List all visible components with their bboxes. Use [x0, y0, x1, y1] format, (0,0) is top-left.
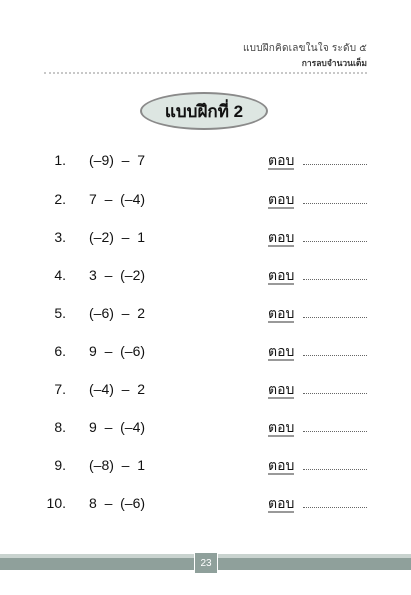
answer-label: ตอบ: [268, 343, 295, 359]
problem-number: 4.: [54, 267, 66, 283]
problem-number: 8.: [54, 419, 66, 435]
answer-label: ตอบ: [268, 305, 295, 321]
answer-label: ตอบ: [268, 457, 295, 473]
exercise-title-text: แบบฝึกที่ 2: [164, 101, 244, 121]
problem-expression: 9 – (–6): [89, 343, 146, 359]
problem-expression: (–2) – 1: [89, 229, 146, 245]
answer-label: ตอบ: [268, 381, 295, 397]
answer-label: ตอบ: [268, 495, 295, 511]
problem-expression: 7 – (–4): [89, 191, 146, 207]
answer-blank[interactable]: [303, 203, 367, 204]
problem-number: 2.: [54, 191, 66, 207]
problem-row: [0, 152, 411, 172]
problem-number: 10.: [46, 495, 66, 511]
answer-label: ตอบ: [268, 419, 295, 435]
problem-number: 9.: [54, 457, 66, 473]
answer-blank[interactable]: [303, 317, 367, 318]
problem-row: [0, 495, 411, 515]
problem-row: [0, 381, 411, 401]
problem-row: [0, 457, 411, 477]
answer-blank[interactable]: [303, 241, 367, 242]
problem-expression: (–8) – 1: [89, 457, 146, 473]
problem-number: 6.: [54, 343, 66, 359]
problem-number: 3.: [54, 229, 66, 245]
answer-blank[interactable]: [303, 355, 367, 356]
problem-number: 1.: [54, 152, 66, 168]
problem-row: [0, 229, 411, 249]
problem-expression: 3 – (–2): [89, 267, 146, 283]
answer-blank[interactable]: [303, 279, 367, 280]
chapter-subtitle: การลบจำนวนเต็ม: [301, 58, 367, 68]
problem-expression: 9 – (–4): [89, 419, 146, 435]
answer-blank[interactable]: [303, 164, 367, 165]
problem-expression: (–9) – 7: [89, 152, 146, 168]
answer-label: ตอบ: [268, 267, 295, 283]
problem-number: 5.: [54, 305, 66, 321]
answer-label: ตอบ: [268, 152, 295, 168]
problem-row: [0, 343, 411, 363]
page-number-badge: [194, 552, 218, 574]
answer-blank[interactable]: [303, 469, 367, 470]
problem-expression: (–6) – 2: [89, 305, 146, 321]
answer-blank[interactable]: [303, 431, 367, 432]
answer-blank[interactable]: [303, 393, 367, 394]
problem-row: [0, 305, 411, 325]
answer-blank[interactable]: [303, 507, 367, 508]
problem-expression: 8 – (–6): [89, 495, 146, 511]
problem-number: 7.: [54, 381, 66, 397]
answer-label: ตอบ: [268, 229, 295, 245]
problem-row: [0, 267, 411, 287]
problem-row: [0, 191, 411, 211]
problem-expression: (–4) – 2: [89, 381, 146, 397]
book-title: แบบฝึกคิดเลขในใจ ระดับ ๕: [243, 43, 367, 54]
answer-label: ตอบ: [268, 191, 295, 207]
problem-row: [0, 419, 411, 439]
page-number: 23: [200, 557, 212, 569]
